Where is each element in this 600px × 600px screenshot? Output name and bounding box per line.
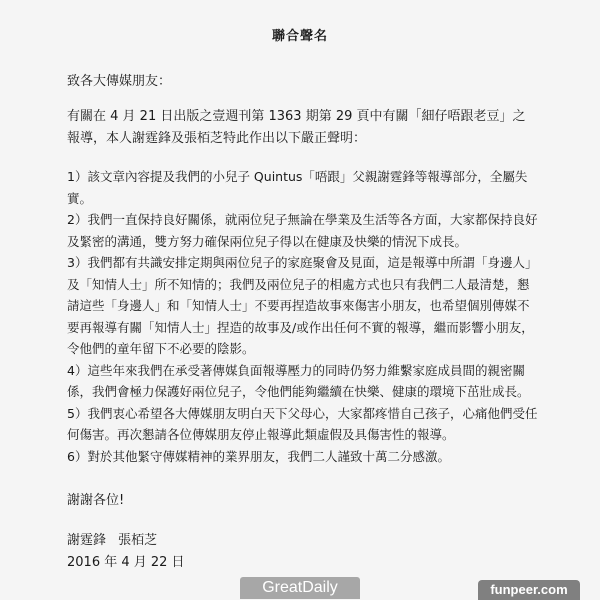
greatdaily-watermark: GreatDaily [240, 577, 360, 599]
signatories [67, 529, 157, 548]
statement-point-5: 5）我們衷心希望各大傳媒朋友明白天下父母心，大家都疼惜自己孩子，心痛他們受任何傷害。再次懇請各位傳媒朋友停止報導此類虛假及具傷害性的報導。 [67, 405, 538, 442]
statement-point-4: 4）這些年來我們在承受著傳媒負面報導壓力的同時仍努力維繫家庭成員間的親密關係，我們會極力保護好兩位兒子，令他們能夠繼續在快樂、健康的環境下茁壯成長。 [67, 362, 530, 399]
signer-name: 謝霆鋒 [67, 533, 107, 548]
statement-points [67, 166, 539, 467]
greeting: 致各大傳媒朋友： [67, 74, 172, 89]
intro-paragraph: 有關在 4 月 21 日出版之壹週刊第 1363 期第 29 頁中有關「細仔唔跟老豆」之報導，本人謝霆鋒及張栢芝特此作出以下嚴正聲明： [67, 109, 526, 146]
statement-point-3: 3）我們都有共識安排定期與兩位兒子的家庭聚會及見面，這是報導中所謂「身邊人」及「知情人士」所不知情的；我們及兩位兒子的相處方式也只有我們二人最清楚，懇請這些「身邊人」和「知情人士」不要再捏造故事來傷害小朋友，也希望個別傳媒不要再報導有關「知情人士」捏造的故事及/或作出任何不實的報導，繼而影響小朋友，令他們的童年留下不必要的陰影。 [67, 255, 538, 356]
statement-point-6: 6）對於其他緊守傳媒精神的業界朋友，我們二人謹致十萬二分感激。 [67, 448, 450, 464]
statement-point-1: 1）該文章內容提及我們的小兒子 Quintus「唔跟」父親謝霆鋒等報導部分，全屬失實。 [67, 169, 528, 206]
statement-point-2: 2）我們一直保持良好關係，就兩位兒子無論在學業及生活等各方面，大家都保持良好及緊密的溝通，雙方努力確保兩位兒子得以在健康及快樂的情況下成長。 [67, 212, 538, 249]
funpeer-watermark: funpeer.com [478, 580, 580, 600]
thanks-line: 謝謝各位! [67, 493, 125, 508]
document-date: 2016 年 4 月 22 日 [67, 555, 185, 570]
document-title: 聯合聲名 [271, 29, 328, 44]
signer-name: 張栢芝 [118, 533, 158, 548]
